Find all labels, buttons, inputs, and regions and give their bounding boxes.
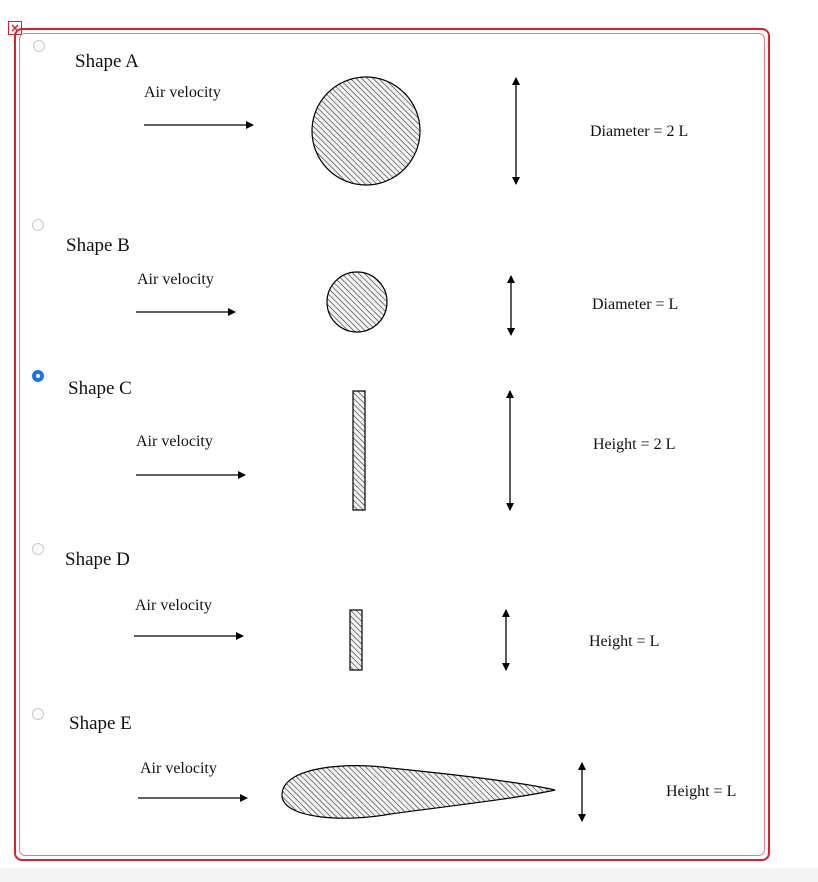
shape-a-dimension-label: Diameter = 2 L — [590, 123, 689, 140]
shape-b-dimension-label: Diameter = L — [592, 296, 679, 313]
shape-e-airfoil — [282, 766, 555, 819]
shape-e-velocity-label: Air velocity — [140, 760, 217, 777]
shape-b-velocity-label: Air velocity — [137, 271, 214, 288]
shape-d-label: Shape D — [65, 549, 130, 570]
shape-b-label: Shape B — [66, 235, 130, 256]
shape-c-label: Shape C — [68, 378, 132, 399]
shape-d-dimension-label: Height = L — [589, 633, 660, 650]
shape-c-dimension-label: Height = 2 L — [593, 436, 676, 453]
shape-d-plate — [350, 610, 362, 670]
shape-d-velocity-label: Air velocity — [135, 597, 212, 614]
shape-e-label: Shape E — [69, 713, 132, 734]
shape-c-plate — [353, 391, 365, 510]
broken-image-icon: × — [9, 21, 21, 35]
shape-a-label: Shape A — [75, 51, 139, 72]
shape-b-circle — [327, 272, 387, 332]
shape-a-circle — [312, 77, 420, 185]
shape-c-velocity-label: Air velocity — [136, 433, 213, 450]
shape-e-dimension-label: Height = L — [666, 783, 737, 800]
shape-a-velocity-label: Air velocity — [144, 84, 221, 101]
